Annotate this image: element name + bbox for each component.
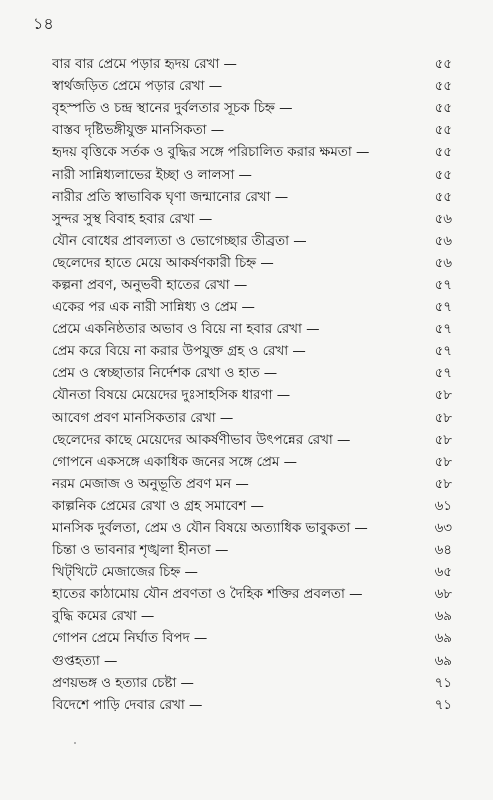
toc-entry (52, 253, 452, 275)
toc-entry (52, 496, 452, 518)
toc-entry-page: ৭১ (434, 675, 452, 691)
toc-entry-page: ৬৮ (434, 587, 452, 603)
toc-entry-page: ৬৪ (434, 543, 452, 559)
toc-entry (52, 695, 452, 717)
toc-entry (52, 408, 452, 430)
toc-entry (52, 275, 452, 297)
toc-entry-title: প্রেমে একনিষ্ঠতার অভাব ও বিয়ে না হবার রেখা — (52, 322, 320, 338)
toc-entry-page: ৫৬ (434, 255, 452, 271)
toc-entry-title: নারী সান্নিধ্যলাভের ইচ্ছা ও লালসা — (52, 167, 252, 183)
toc-entry-title: ছেলেদের হাতে মেয়ে আকর্ষণকারী চিহ্ন — (52, 255, 274, 271)
toc-entry-page: ৫৫ (434, 145, 452, 161)
margin-dot (74, 742, 76, 744)
toc-entry (52, 628, 452, 650)
toc-entry-title: নারীর প্রতি স্বাভাবিক ঘৃণা জন্মানোর রেখা — (52, 189, 289, 205)
toc-entry (52, 562, 452, 584)
toc-entry (52, 76, 452, 98)
toc-entry-page: ৫৬ (434, 233, 452, 249)
toc-entry-page: ৭১ (434, 697, 452, 713)
toc-entry-title: সুন্দর সুস্থ বিবাহ হবার রেখা — (52, 211, 213, 227)
toc-entry-page: ৫৮ (434, 432, 452, 448)
toc-entry (52, 319, 452, 341)
toc-entry-page: ৬৯ (434, 609, 452, 625)
toc-entry (52, 54, 452, 76)
toc-entry-title: কাল্পনিক প্রেমের রেখা ও গ্রহ সমাবেশ — (52, 498, 264, 514)
toc-entry-title: প্রেম ও স্বেচ্ছাতার নির্দেশক রেখা ও হাত — (52, 366, 278, 382)
toc-entry-page: ৫৮ (434, 388, 452, 404)
toc-entry-title: বৃহস্পতি ও চন্দ্র স্থানের দুর্বলতার সূচক চিহ্ন — (52, 101, 293, 117)
toc-entry-page: ৫৫ (434, 189, 452, 205)
toc-entry (52, 98, 452, 120)
toc-entry-page: ৫৫ (434, 123, 452, 139)
toc-entry-page: ৬৯ (434, 653, 452, 669)
toc-entry-page: ৫৭ (434, 300, 452, 316)
toc-entry-page: ৫৭ (434, 366, 452, 382)
toc-entry-title: হাতের কাঠামোয় যৌন প্রবণতা ও দৈহিক শক্তির প্রবলতা — (52, 587, 363, 603)
toc-entry-page: ৫৬ (434, 211, 452, 227)
toc-entry-page: ৬১ (434, 498, 452, 514)
toc-entry-page: ৫৭ (434, 344, 452, 360)
toc-entry (52, 430, 452, 452)
toc-entry (52, 209, 452, 231)
toc-entry-title: গোপনে একসঙ্গে একাধিক জনের সঙ্গে প্রেম — (52, 454, 297, 470)
toc-entry-title: কল্পনা প্রবণ, অনুভবী হাতের রেখা — (52, 277, 248, 293)
toc-entry-page: ৫৫ (434, 101, 452, 117)
toc-entry-page: ৫৫ (434, 57, 452, 73)
toc-entry-title: চিন্তা ও ভাবনার শৃঙ্খলা হীনতা — (52, 543, 229, 559)
toc-entry (52, 452, 452, 474)
toc-entry (52, 584, 452, 606)
toc-entry-page: ৬৫ (434, 565, 452, 581)
page-number: ১৪ (33, 14, 54, 33)
toc-entry (52, 164, 452, 186)
toc-entry-title: স্বার্থজড়িত প্রেমে পড়ার রেখা — (52, 79, 223, 95)
toc-entry (52, 187, 452, 209)
toc-entry (52, 606, 452, 628)
toc-entry-title: বুদ্ধি কমের রেখা — (52, 609, 155, 625)
toc-entry-page: ৫৭ (434, 277, 452, 293)
toc-entry-page: ৫৫ (434, 79, 452, 95)
toc-entry-page: ৫৫ (434, 167, 452, 183)
toc-entry-title: বাস্তব দৃষ্টিভঙ্গীযুক্ত মানসিকতা — (52, 123, 225, 139)
toc-entry-page: ৫৭ (434, 322, 452, 338)
toc-entry-title: গোপন প্রেমে নির্ঘাত বিপদ — (52, 631, 208, 647)
toc-entry (52, 120, 452, 142)
toc-entry (52, 474, 452, 496)
toc-entry-page: ৬৯ (434, 631, 452, 647)
toc-entry-title: বিদেশে পাড়ি দেবার রেখা — (52, 697, 203, 713)
toc-entry-title: গুপ্তহত্যা — (52, 653, 118, 669)
toc-entry-title: যৌনতা বিষয়ে মেয়েদের দুঃসাহসিক ধারণা — (52, 388, 291, 404)
toc-entry (52, 341, 452, 363)
toc-entry-page: ৬৩ (434, 521, 452, 537)
toc-entry-title: হৃদয় বৃত্তিকে সর্তক ও বুদ্ধির সঙ্গে পরিচালিত করার ক্ষমতা — (52, 145, 370, 161)
toc-entry-title: আবেগ প্রবণ মানসিকতার রেখা — (52, 410, 234, 426)
toc-entry-title: প্রেম করে বিয়ে না করার উপযুক্ত গ্রহ ও রেখা — (52, 344, 306, 360)
toc-entry (52, 540, 452, 562)
toc-entry-page: ৫৮ (434, 410, 452, 426)
toc-entry (52, 673, 452, 695)
toc-entry (52, 297, 452, 319)
toc-entry-title: মানসিক দুর্বলতা, প্রেম ও যৌন বিষয়ে অত্যাধিক ভাবুকতা — (52, 521, 368, 537)
toc-entry-title: একের পর এক নারী সান্নিধ্য ও প্রেম — (52, 300, 255, 316)
toc-entry (52, 518, 452, 540)
toc-entry-title: খিট্‌খিটে মেজাজের চিহ্ন — (52, 565, 198, 581)
toc-entry-title: ছেলেদের কাছে মেয়েদের আকর্ষণীভাব উৎপন্নের রেখা — (52, 432, 351, 448)
toc-entry (52, 385, 452, 407)
table-of-contents (52, 54, 452, 717)
toc-entry (52, 142, 452, 164)
toc-entry-title: বার বার প্রেমে পড়ার হৃদয় রেখা — (52, 57, 237, 73)
toc-entry-page: ৫৮ (434, 476, 452, 492)
toc-entry-page: ৫৮ (434, 454, 452, 470)
toc-entry (52, 651, 452, 673)
toc-entry (52, 363, 452, 385)
toc-entry (52, 231, 452, 253)
toc-entry-title: যৌন বোধের প্রাবল্যতা ও ভোগেচ্ছার তীব্রতা — (52, 233, 307, 249)
toc-entry-title: নরম মেজাজ ও অনুভূতি প্রবণ মন — (52, 476, 249, 492)
toc-entry-title: প্রণয়ভঙ্গ ও হত্যার চেষ্টা — (52, 675, 194, 691)
